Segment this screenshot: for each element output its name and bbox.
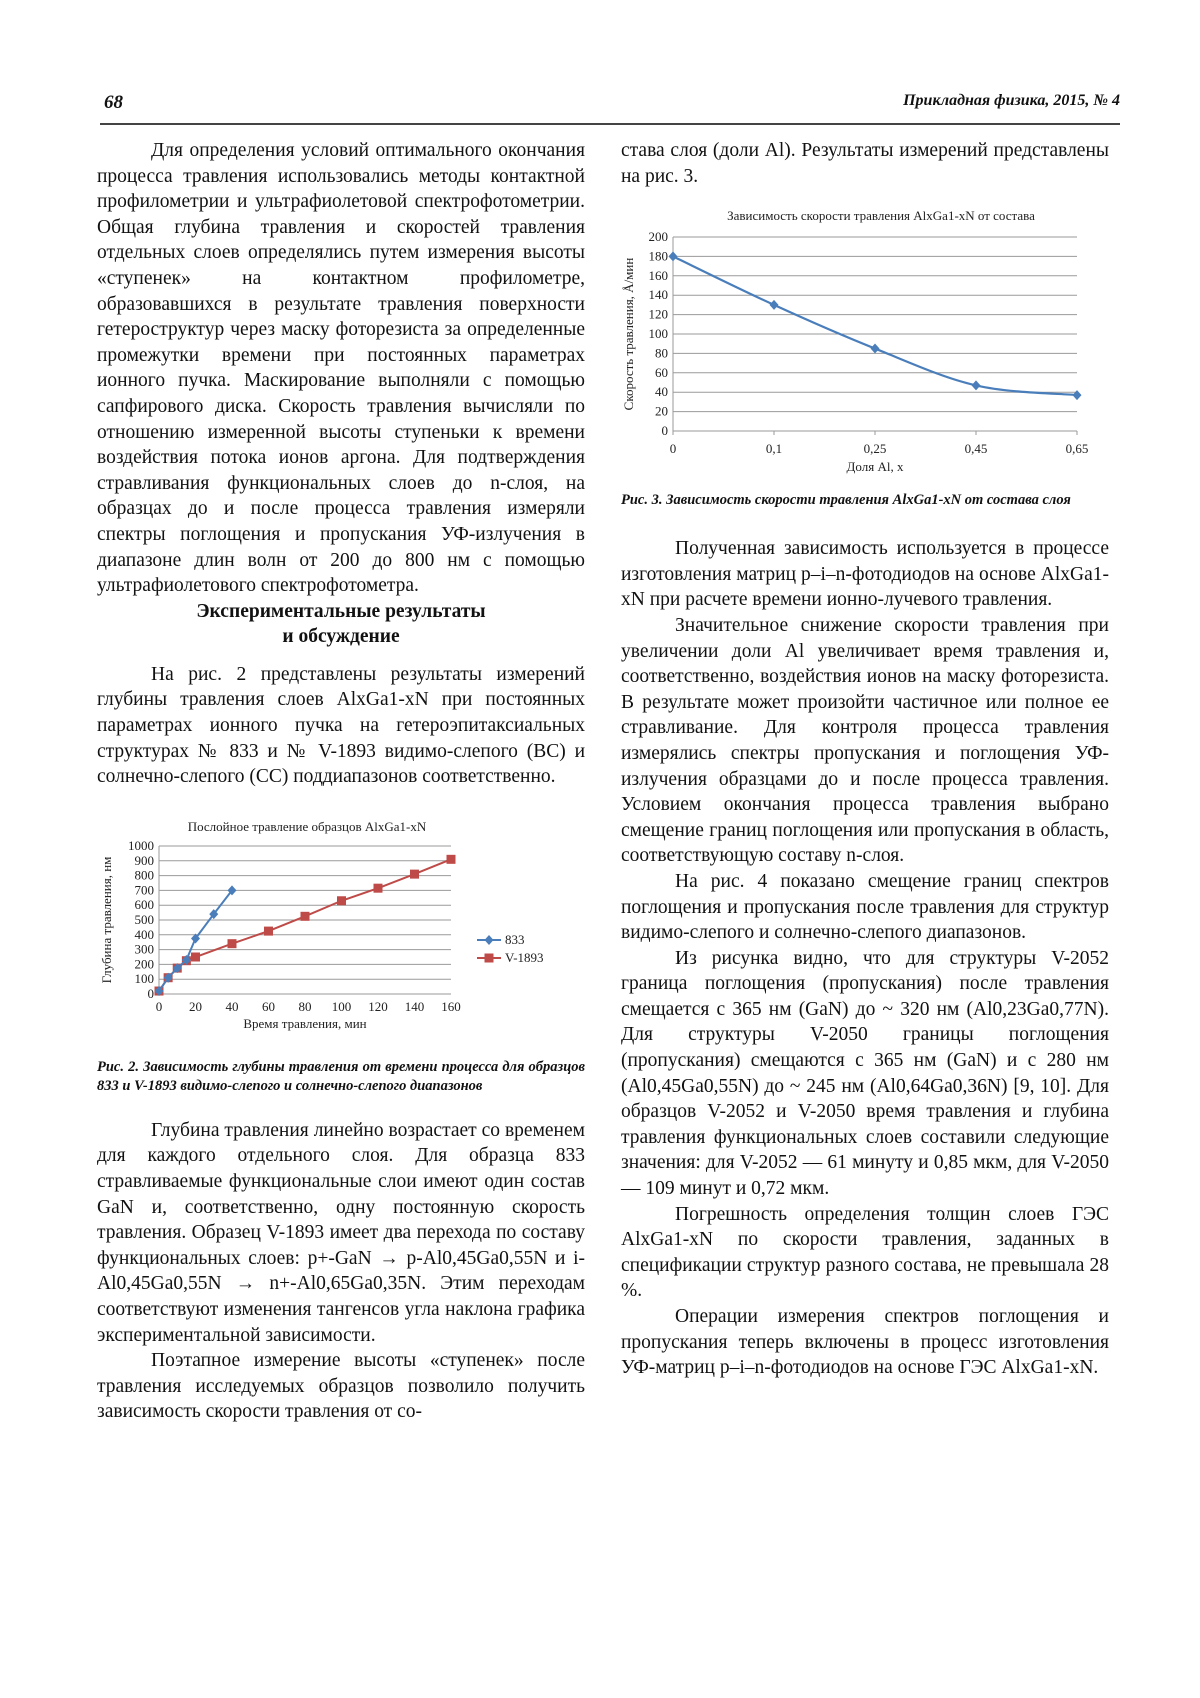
svg-text:100: 100 — [648, 326, 668, 342]
fig3-chart — [611, 221, 1099, 491]
svg-text:100: 100 — [331, 998, 352, 1014]
square-marker — [228, 939, 237, 948]
svg-text:0,25: 0,25 — [863, 441, 887, 457]
svg-text:0: 0 — [661, 423, 668, 439]
svg-text:600: 600 — [134, 897, 154, 913]
paragraph: Значительное снижение скорости травления при увеличении доли Al увеличивает время травления и, соответственно, воздействия ионов на маску фоторезиста. В результате может произойти частичное или полное ее стравливание. Для контроля процесса травления измерялись спектры пропускания и поглощения УФ-излучения образцами до и после процесса травления. Условием окончания процесса травления выбрано смещение границ поглощения или пропускания в область, соответствующую составу n-слоя. — [621, 614, 1109, 867]
square-marker — [374, 884, 383, 893]
svg-text:500: 500 — [134, 911, 154, 927]
diamond-marker — [770, 300, 779, 310]
svg-text:140: 140 — [648, 287, 668, 303]
svg-text:Глубина травления, нм: Глубина травления, нм — [99, 856, 114, 984]
paragraph: става слоя (доли Al). Результаты измерений представлены на рис. 3. — [621, 140, 1109, 187]
square-marker — [191, 952, 200, 961]
square-marker — [301, 912, 310, 921]
paragraph: Для определения условий оптимального окончания процесса травления использовались методы контактной профилометрии и ультрафиолетовой спектрофотометрии. Общая глубина травления и скоростей травления отдельных слоев определялись путем измерения высоты «ступенек» на контактном профилометре, образовавшихся в результате травления поверхности гетероструктур через маску фоторезиста за определенные промежутки времени при постоянных параметрах ионного пучка. Маскирование выполняли с помощью сапфирового диска. Скорость травления вычисляли по отношению измеренной высоты ступеньки к времени воздействия потока ионов аргона. Для подтверждения стравливания функциональных слоев до n-слоя, на образцах до и после процесса травления измеряли спектры поглощения и пропускания УФ-излучения в диапазоне длин волн от 200 до 800 нм с помощью ультрафиолетового спектрофотометра. — [97, 140, 585, 597]
chart-title: Зависимость скорости травления AlxGa1-xN от состава — [727, 208, 1035, 224]
svg-text:160: 160 — [648, 267, 668, 283]
svg-text:0: 0 — [147, 985, 154, 1001]
square-marker — [410, 869, 419, 878]
svg-text:Скорость травления, Å/мин: Скорость травления, Å/мин — [621, 257, 636, 411]
page-header — [100, 92, 1120, 122]
svg-text:0,65: 0,65 — [1065, 441, 1089, 457]
svg-text:80: 80 — [655, 345, 668, 361]
section-heading: Экспериментальные результаты и обсуждение — [196, 600, 486, 648]
svg-text:400: 400 — [134, 926, 154, 942]
diamond-marker — [669, 252, 678, 262]
page-number: 68 — [104, 92, 123, 113]
figure-2-caption: Рис. 2. Зависимость глубины травления от времени процесса для образцов 833 и V-1893 видимо-слепого и солнечно-слепого диапазонов — [97, 1058, 585, 1094]
svg-text:40: 40 — [225, 998, 239, 1014]
paragraph: Из рисунка видно, что для структуры V-2052 граница поглощения (пропускания) после травления смещается с 365 нм (GaN) до ~ 320 нм (Al0,23Ga0,77N). Для структуры V-2050 границы поглощения (пропускания) смещаются с 365 нм (GaN) и с 280 нм (Al0,45Ga0,55N) до ~ 245 нм (Al0,64Ga0,36N) [9, 10]. Для образцов V-2052 и V-2050 время травления и глубина травления функциональных слоев составили следующие значения: для V-2052 — 61 минуту и 0,85 мкм, для V-2050 — 109 минут и 0,72 мкм. — [621, 947, 1109, 1200]
svg-text:200: 200 — [648, 229, 668, 245]
square-marker — [447, 855, 456, 864]
paragraph: Погрешность определения толщин слоев ГЭС AlxGa1-xN по скорости травления, заданных в спецификации структур разного состава, не превышала 28 %. — [621, 1203, 1109, 1302]
svg-text:40: 40 — [655, 384, 668, 400]
journal-title: Прикладная физика, 2015, № 4 — [903, 92, 1120, 109]
figure-3-caption: Рис. 3. Зависимость скорости травления AlxGa1-xN от состава слоя — [621, 492, 1071, 509]
svg-text:0,1: 0,1 — [765, 441, 783, 457]
svg-text:700: 700 — [134, 882, 154, 898]
svg-text:60: 60 — [262, 998, 275, 1014]
paragraph: На рис. 4 показано смещение границ спектров поглощения и пропускания после травления для структур видимо-слепого и солнечно-слепого диапазонов. — [621, 870, 1109, 944]
svg-text:120: 120 — [368, 998, 388, 1014]
svg-text:20: 20 — [655, 403, 668, 419]
diamond-marker — [972, 381, 981, 391]
svg-text:900: 900 — [134, 852, 154, 868]
legend-label: 833 — [505, 931, 525, 947]
svg-text:80: 80 — [298, 998, 312, 1014]
svg-text:60: 60 — [655, 364, 668, 380]
left-column — [97, 138, 585, 1425]
figure-2 — [97, 812, 585, 1048]
svg-text:20: 20 — [189, 998, 202, 1014]
diamond-marker — [871, 344, 880, 354]
chart-title: Послойное травление образцов AlxGa1-xN — [187, 818, 427, 834]
figure-3 — [621, 201, 1109, 491]
square-marker — [337, 896, 346, 905]
svg-text:0: 0 — [669, 441, 677, 457]
svg-text:Доля Al, x: Доля Al, x — [846, 459, 904, 475]
svg-text:180: 180 — [648, 248, 668, 264]
svg-text:120: 120 — [648, 306, 668, 322]
square-marker — [485, 953, 494, 962]
diamond-marker — [1073, 390, 1082, 400]
paragraph: Полученная зависимость используется в процессе изготовления матриц p–i–n-фотодиодов на основе AlxGa1-xN при расчете времени ионно-лучевого травления. — [621, 538, 1109, 611]
svg-text:800: 800 — [134, 867, 154, 883]
header-rule — [100, 123, 1120, 125]
svg-text:160: 160 — [441, 998, 461, 1014]
paragraph: Операции измерения спектров поглощения и пропускания теперь включены в процесс изготовления УФ-матриц p–i–n-фотодиодов на основе ГЭС AlxGa1-xN. — [621, 1306, 1109, 1379]
right-column — [621, 138, 1109, 1381]
svg-text:0: 0 — [155, 998, 163, 1014]
svg-text:300: 300 — [134, 941, 154, 957]
square-marker — [264, 926, 273, 935]
svg-text:100: 100 — [134, 971, 154, 987]
svg-text:0,45: 0,45 — [964, 441, 988, 457]
paragraph: На рис. 2 представлены результаты измерений глубины травления слоев AlxGa1-xN при постоянных параметрах ионного пучка на гетероэпитаксиальных структурах № 833 и № V-1893 видимо-слепого (ВС) и солнечно-слепого (СС) поддиапазонов соответственно. — [97, 663, 585, 788]
svg-text:Время травления, мин: Время травления, мин — [243, 1015, 367, 1031]
svg-text:140: 140 — [404, 998, 425, 1014]
legend-label: V-1893 — [505, 949, 544, 965]
paragraph: Глубина травления линейно возрастает со временем для каждого отдельного слоя. Для образца 833 стравливаемые функциональные слои имеют один состав GaN и, соответственно, одну постоянную скорость травления. Образец V-1893 имеет два перехода по составу функциональных слоев: p+-GaN → p-Al0,45Ga0,55N и i-Al0,45Ga0,55N → n+-Al0,65Ga0,35N. Этим переходам соответствуют изменения тангенсов угла наклона графика экспериментальной зависимости. — [97, 1119, 585, 1346]
svg-text:1000: 1000 — [128, 837, 154, 853]
paragraph: Поэтапное измерение высоты «ступенек» после травления исследуемых образцов позволило получить зависимость скорости травления от со- — [97, 1350, 585, 1423]
fig2-chart — [87, 832, 575, 1052]
svg-text:200: 200 — [134, 956, 154, 972]
diamond-marker — [485, 935, 494, 945]
